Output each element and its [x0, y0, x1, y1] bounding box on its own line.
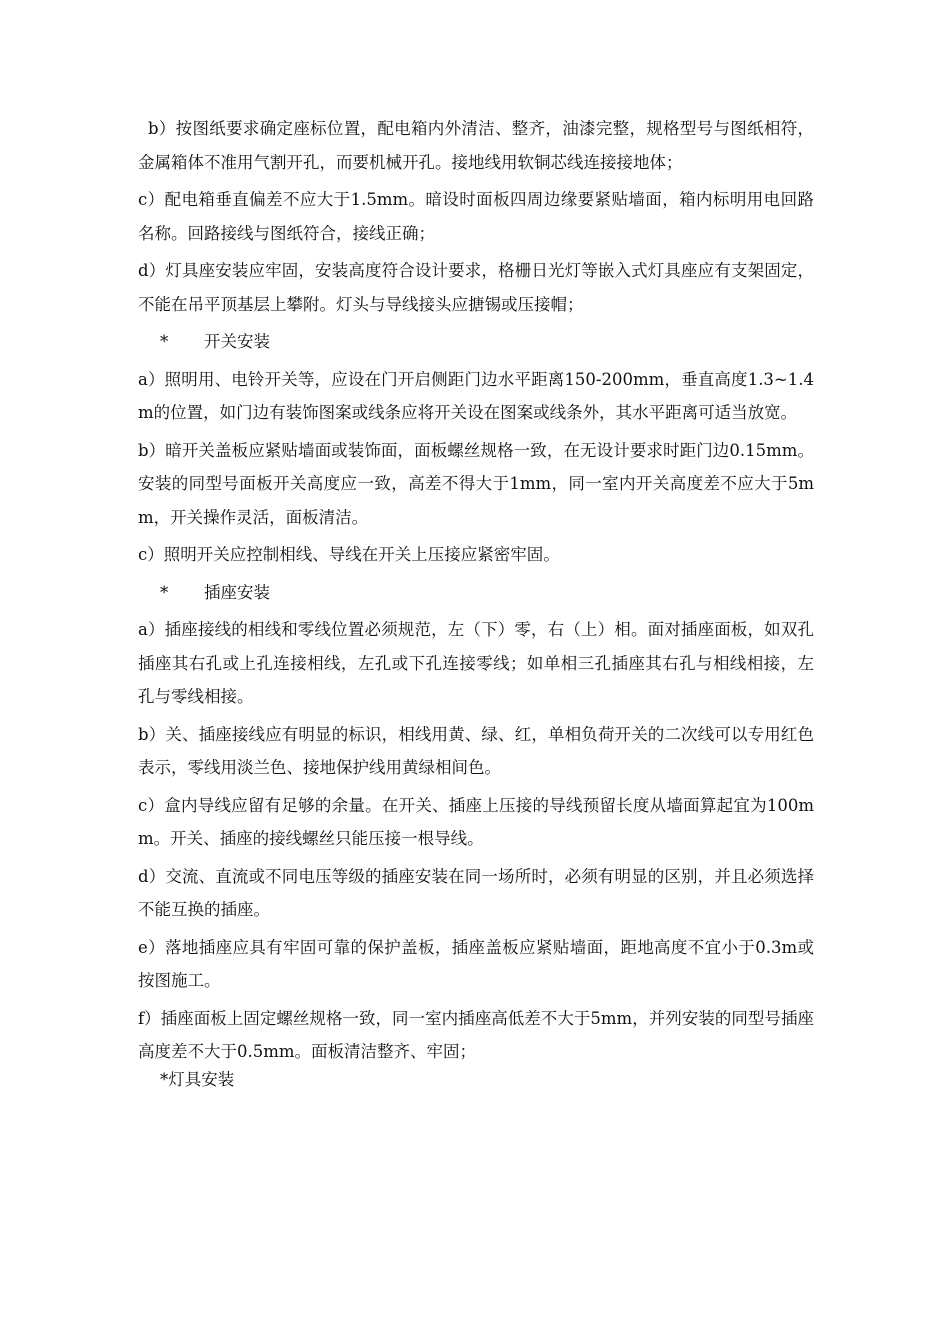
- body-paragraph: c）配电箱垂直偏差不应大于1.5mm。暗设时面板四周边缘要紧贴墙面，箱内标明用电回路名称。回路接线与图纸符合，接线正确；: [138, 190, 814, 243]
- body-paragraph: a）照明用、电铃开关等，应设在门开启侧距门边水平距离150-200mm，垂直高度1.3~1.4m的位置，如门边有装饰图案或线条应将开关设在图案或线条外，其水平距离可适当放宽。: [138, 369, 814, 422]
- body-paragraph: e）落地插座应具有牢固可靠的保护盖板，插座盖板应紧贴墙面，距地高度不宜小于0.3m或按图施工。: [138, 937, 814, 990]
- body-paragraph: c）照明开关应控制相线、导线在开关上压接应紧密牢固。: [138, 545, 560, 564]
- section-heading: [138, 325, 814, 359]
- bullet-star: *: [160, 332, 169, 351]
- section-heading: [138, 576, 814, 610]
- body-paragraph: d）灯具座安装应牢固，安装高度符合设计要求，格栅日光灯等嵌入式灯具座应有支架固定，不能在吊平顶基层上攀附。灯头与导线接头应搪锡或压接帽；: [138, 261, 814, 314]
- section-heading-label: 插座安装: [204, 582, 270, 602]
- bullet-star: *: [160, 582, 169, 602]
- section-heading-label: 开关安装: [204, 332, 270, 351]
- section-heading: *灯具安装: [160, 1069, 235, 1089]
- body-paragraph: b）暗开关盖板应紧贴墙面或装饰面，面板螺丝规格一致，在无设计要求时距门边0.15mm。安装的同型号面板开关高度应一致，高差不得大于1mm，同一室内开关高度差不应大于5mm，开关操作灵活，面板清洁。: [138, 440, 814, 527]
- body-paragraph: d）交流、直流或不同电压等级的插座安装在同一场所时，必须有明显的区别，并且必须选择不能互换的插座。: [138, 866, 814, 919]
- body-paragraph: b）按图纸要求确定座标位置，配电箱内外清洁、整齐，油漆完整，规格型号与图纸相符，金属箱体不准用气割开孔，而要机械开孔。接地线用软铜芯线连接接地体；: [138, 119, 814, 172]
- body-paragraph: a）插座接线的相线和零线位置必须规范，左（下）零，右（上）相。面对插座面板，如双孔插座其右孔或上孔连接相线，左孔或下孔连接零线；如单相三孔插座其右孔与相线相接，左孔与零线相接。: [138, 620, 814, 706]
- document-page: [138, 112, 814, 1097]
- body-paragraph: b）关、插座接线应有明显的标识，相线用黄、绿、红，单相负荷开关的二次线可以专用红色表示，零线用淡兰色、接地保护线用黄绿相间色。: [138, 724, 814, 777]
- body-paragraph: c）盒内导线应留有足够的余量。在开关、插座上压接的导线预留长度从墙面算起宜为100mm。开关、插座的接线螺丝只能压接一根导线。: [138, 795, 814, 848]
- body-paragraph: f）插座面板上固定螺丝规格一致，同一室内插座高低差不大于5mm，并列安装的同型号插座高度差不大于0.5mm。面板清洁整齐、牢固；: [138, 1008, 814, 1061]
